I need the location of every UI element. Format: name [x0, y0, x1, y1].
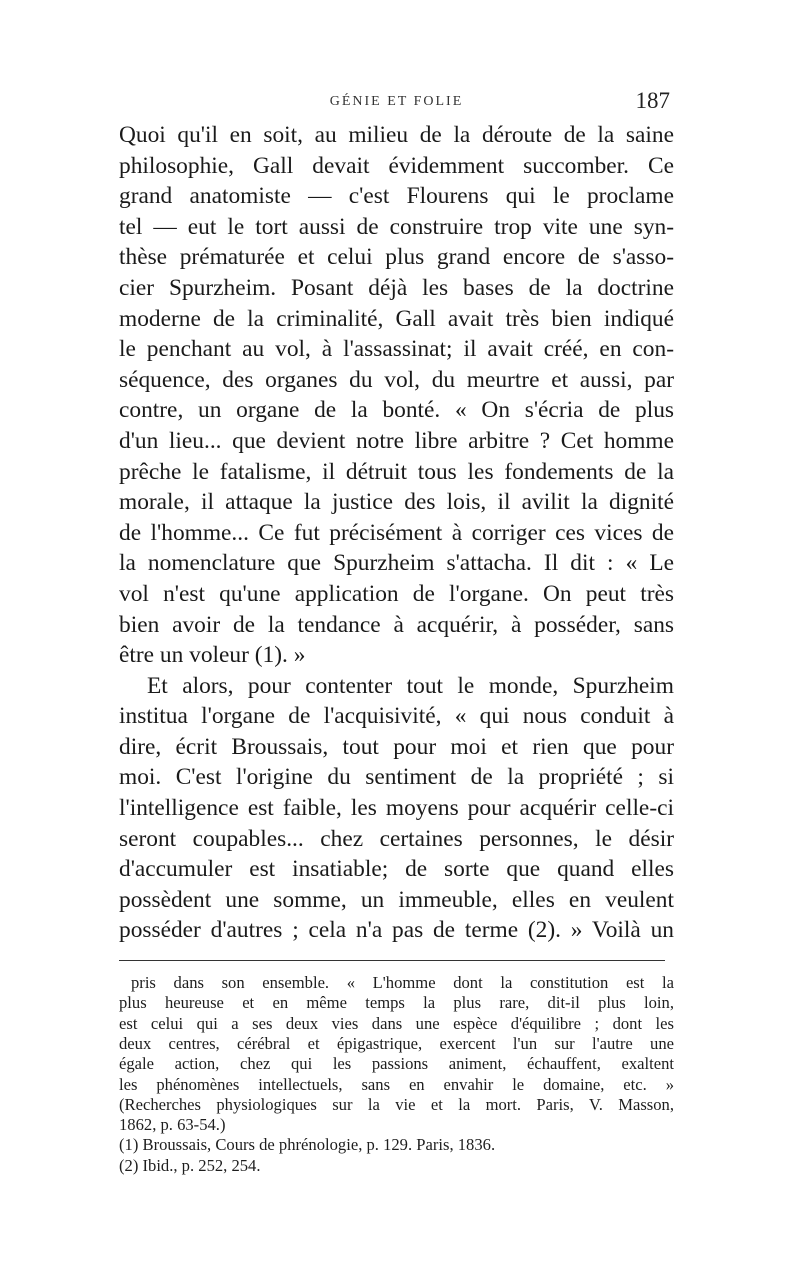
footnote-line: pris dans son ensemble. « L'homme dont la constitution est la — [131, 973, 674, 993]
text-line: dire, écrit Broussais, tout pour moi et rien que pour — [119, 733, 674, 760]
footnote-line: les phénomènes intellectuels, sans en envahir le domaine, etc. » — [119, 1074, 674, 1094]
text-line: de l'homme... Ce fut précisément à corriger ces vices de — [119, 519, 674, 546]
footnote-line: (2) Ibid., p. 252, 254. — [119, 1155, 261, 1175]
text-line: cier Spurzheim. Posant déjà les bases de la doctrine — [119, 274, 674, 301]
text-line: moderne de la criminalité, Gall avait très bien indiqué — [119, 305, 674, 332]
text-line: la nomenclature que Spurzheim s'attacha. Il dit : « Le — [119, 550, 674, 577]
main-text — [119, 120, 674, 946]
text-line: le penchant au vol, à l'assassinat; il avait créé, en con- — [119, 336, 674, 363]
text-line: Et alors, pour contenter tout le monde, Spurzheim — [147, 672, 674, 699]
text-line: séquence, des organes du vol, du meurtre et aussi, par — [119, 366, 674, 393]
running-head-title: GÉNIE ET FOLIE — [329, 94, 464, 109]
text-line: Quoi qu'il en soit, au milieu de la déroute de la saine — [119, 122, 674, 148]
text-line: possèdent une somme, un immeuble, elles en veulent — [119, 886, 674, 913]
footnote-line: (1) Broussais, Cours de phrénologie, p. 129. Paris, 1836. — [119, 1135, 496, 1155]
text-line: seront coupables... chez certaines personnes, le désir — [119, 825, 674, 852]
text-line: morale, il attaque la justice des lois, il avilit la dignité — [119, 489, 674, 516]
running-head — [119, 88, 674, 118]
footnote-line: égale action, chez qui les passions animent, échauffent, exaltent — [119, 1054, 674, 1074]
book-page — [119, 88, 674, 1176]
footnote-line: est celui qui a ses deux vies dans une espèce d'équilibre ; dont les — [119, 1013, 674, 1033]
text-line: vol n'est qu'une application de l'organe. On peut très — [119, 580, 674, 607]
text-line: institua l'organe de l'acquisivité, « qui nous conduit à — [119, 703, 674, 730]
text-line: posséder d'autres ; cela n'a pas de terme (2). » Voilà un — [119, 917, 674, 944]
text-line: d'un lieu... que devient notre libre arbitre ? Cet homme — [119, 427, 674, 454]
text-line: philosophie, Gall devait évidemment succomber. Ce — [119, 152, 674, 179]
footnote-line: deux centres, cérébral et épigastrique, exercent l'un sur l'autre une — [119, 1033, 674, 1053]
text-line: grand anatomiste — c'est Flourens qui le proclame — [119, 183, 674, 210]
text-line: thèse prématurée et celui plus grand encore de s'asso- — [119, 244, 674, 271]
text-line: être un voleur (1). » — [119, 642, 306, 669]
text-line: moi. C'est l'origine du sentiment de la propriété ; si — [119, 764, 674, 791]
page-number: 187 — [635, 88, 670, 113]
text-line: d'accumuler est insatiable; de sorte que quand elles — [119, 856, 674, 883]
text-line: l'intelligence est faible, les moyens pour acquérir celle-ci — [119, 795, 674, 822]
text-line: tel — eut le tort aussi de construire trop vite une syn- — [119, 213, 674, 240]
text-line: contre, un organe de la bonté. « On s'écria de plus — [119, 397, 674, 424]
footnote-line: (Recherches physiologiques sur la vie et la mort. Paris, V. Masson, — [119, 1094, 674, 1114]
footnote-line: plus heureuse et en même temps la plus rare, dit-il plus loin, — [119, 993, 674, 1013]
footnote-divider — [119, 960, 665, 961]
footnotes — [119, 973, 674, 1176]
footnote-line: 1862, p. 63-54.) — [119, 1115, 226, 1135]
text-line: bien avoir de la tendance à acquérir, à posséder, sans — [119, 611, 674, 638]
text-line: prêche le fatalisme, il détruit tous les fondements de la — [119, 458, 674, 485]
